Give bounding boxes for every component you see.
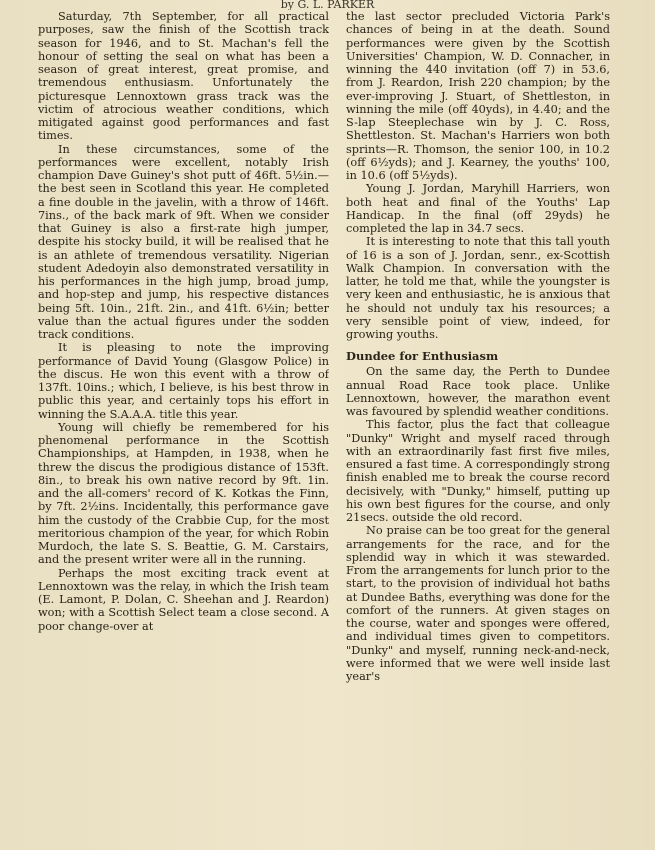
article-paragraph: It is interesting to note that this tall youth of 16 is a son of J. Jordan, senr., ex-Scottish Walk Champion. In conversation with the latter, he told me that, while the youngster is very keen and enthusiastic, he is anxious that he should not unduly tax his resources; a very sensible point of view, indeed, for growing youths. [346,235,610,341]
article-paragraph: In these circumstances, some of the performances were excellent, notably Irish champion Dave Guiney's shot putt of 46ft. 5½in.—the best seen in Scotland this year. He completed a fine double in the javelin, with a throw of 146ft. 7ins., of the back mark of 9ft. When we consider that Guiney is also a first-rate high jumper, despite his stocky build, it will be realised that he is an athlete of tremendous versatility. Nigerian student Adedoyin also demonstrated versatility in his performances in the high jump, broad jump, and hop-step and jump, his respective distances being 5ft. 10in., 21ft. 2in., and 41ft. 6½in; better value than the actual figures under the sodden track conditions. [38,142,329,341]
section-heading: Dundee for Enthusiasm [346,349,499,364]
article-paragraph: No praise can be too great for the general arrangements for the race, and for the splendid way in which it was stewarded. From the arrangements for lunch prior to the start, to the provision of individual hot baths at Dundee Baths, everything was done for the comfort of the runners. At given stages on the course, water and sponges were offered, and individual times given to competitors. "Dunky" and myself, running neck-and-neck, were informed that we were well inside last year's [346,524,610,683]
article-paragraph: On the same day, the Perth to Dundee annual Road Race took place. Unlike Lennoxtown, however, the marathon event was favoured by splendid weather conditions. [346,365,610,418]
article-paragraph: Young will chiefly be remembered for his phenomenal performance in the Scottish Championships, at Hampden, in 1938, when he threw the discus the prodigious distance of 153ft. 8in., to break his own native record by 9ft. 1in. and the all-comers' record of K. Kotkas the Finn, by 7ft. 2½ins. Incidentally, this performance gave him the custody of the Crabbie Cup, for the most meritorious champion of the year, for which Robin Murdoch, the late S. S. Beattie, G. M. Carstairs, and the present writer were all in the running. [38,420,329,567]
byline-fragment: by G. L. PARKER [280,0,375,10]
article-paragraph: It is pleasing to note the improving performance of David Young (Glasgow Police) in the discus. He won this event with a throw of 137ft. 10ins.; which, I believe, is his best throw in public this year, and certainly tops his effort in winning the S.A.A.A. title this year. [38,341,329,421]
article-paragraph: Perhaps the most exciting track event at Lennoxtown was the relay, in which the Irish team (E. Lamont, P. Dolan, C. Sheehan and J. Reardon) won; with a Scottish Select team a close second. A poor change-over at [38,566,329,633]
article-paragraph: Young J. Jordan, Maryhill Harriers, won both heat and final of the Youths' Lap Handicap. In the final (off 29yds) he completed the lap in 34.7 secs. [346,182,610,235]
right-column [346,10,610,850]
article-paragraph: the last sector precluded Victoria Park's chances of being in at the death. Sound performances were given by the Scottish Universities' Champion, W. D. Connacher, in winning the 440 invitation (off 7) in 53.6, from J. Reardon, Irish 220 champion; by the ever-improving J. Stuart, of Shettleston, in winning the mile (off 40yds), in 4.40; and the S-lap Steeplechase win by J. C. Ross, Shettleston. St. Machan's Harriers won both sprints—R. Thomson, the senior 100, in 10.2 (off 6½yds); and J. Kearney, the youths' 100, in 10.6 (off 5½yds). [346,10,610,182]
article-paragraph: Saturday, 7th September, for all practical purposes, saw the finish of the Scottish track season for 1946, and to St. Machan's fell the honour of setting the seal on what has been a season of great interest, great promise, and tremendous enthusiasm. Unfortunately the picturesque Lennoxtown grass track was the victim of atrocious weather conditions, which mitigated against good performances and fast times. [38,10,329,143]
left-column [38,10,329,850]
article-paragraph: This factor, plus the fact that colleague "Dunky" Wright and myself raced through with an extraordinarily fast first five miles, ensured a fast time. A correspondingly strong finish enabled me to break the course record decisively, with "Dunky," himself, putting up his own best figures for the course, and only 21secs. outside the old record. [346,418,610,524]
